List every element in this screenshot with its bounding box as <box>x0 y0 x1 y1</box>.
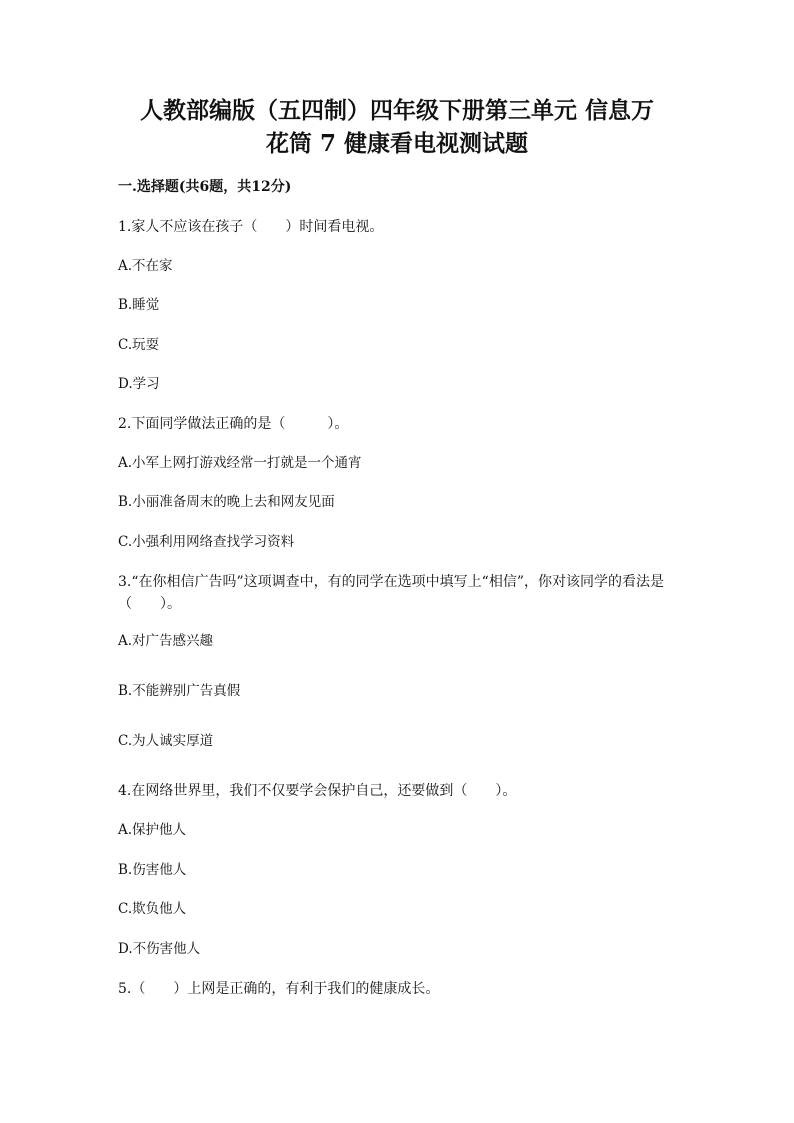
title-line-1: 人教部编版（五四制）四年级下册第三单元 信息万 <box>139 97 654 124</box>
question-2-option-b: B.小丽准备周末的晚上去和网友见面 <box>118 494 335 510</box>
question-4-stem: 4.在网络世界里，我们不仅要学会保护自己，还要做到（ ）。 <box>118 783 517 799</box>
question-4-option-d: D.不伤害他人 <box>118 941 201 957</box>
document-title <box>118 94 676 160</box>
question-3-option-a: A.对广告感兴趣 <box>118 633 214 649</box>
section-heading: 一.选择题(共6题，共12分) <box>118 179 292 195</box>
question-2-option-c: C.小强利用网络查找学习资料 <box>118 534 295 550</box>
question-1-option-d: D.学习 <box>118 376 160 392</box>
title-line-2: 花筒 7 健康看电视测试题 <box>265 130 529 157</box>
question-2-option-a: A.小军上网打游戏经常一打就是一个通宵 <box>118 455 362 471</box>
question-3-option-b: B.不能辨别广告真假 <box>118 683 241 699</box>
question-2-stem: 2.下面同学做法正确的是（ ）。 <box>118 416 349 432</box>
question-5-stem: 5.（ ）上网是正确的，有利于我们的健康成长。 <box>118 981 440 997</box>
question-4-option-b: B.伤害他人 <box>118 862 187 878</box>
question-3-option-c: C.为人诚实厚道 <box>118 733 214 749</box>
question-4-option-a: A.保护他人 <box>118 822 187 838</box>
question-1-option-b: B.睡觉 <box>118 297 160 313</box>
question-3-stem: 3.“在你相信广告吗”这项调查中，有的同学在选项中填写上“相信”，你对该同学的看法是（ ）。 <box>118 574 664 612</box>
question-4-option-c: C.欺负他人 <box>118 901 187 917</box>
question-1-option-c: C.玩耍 <box>118 337 160 353</box>
question-1-stem: 1.家人不应该在孩子（ ）时间看电视。 <box>118 219 384 235</box>
question-1-option-a: A.不在家 <box>118 258 173 274</box>
